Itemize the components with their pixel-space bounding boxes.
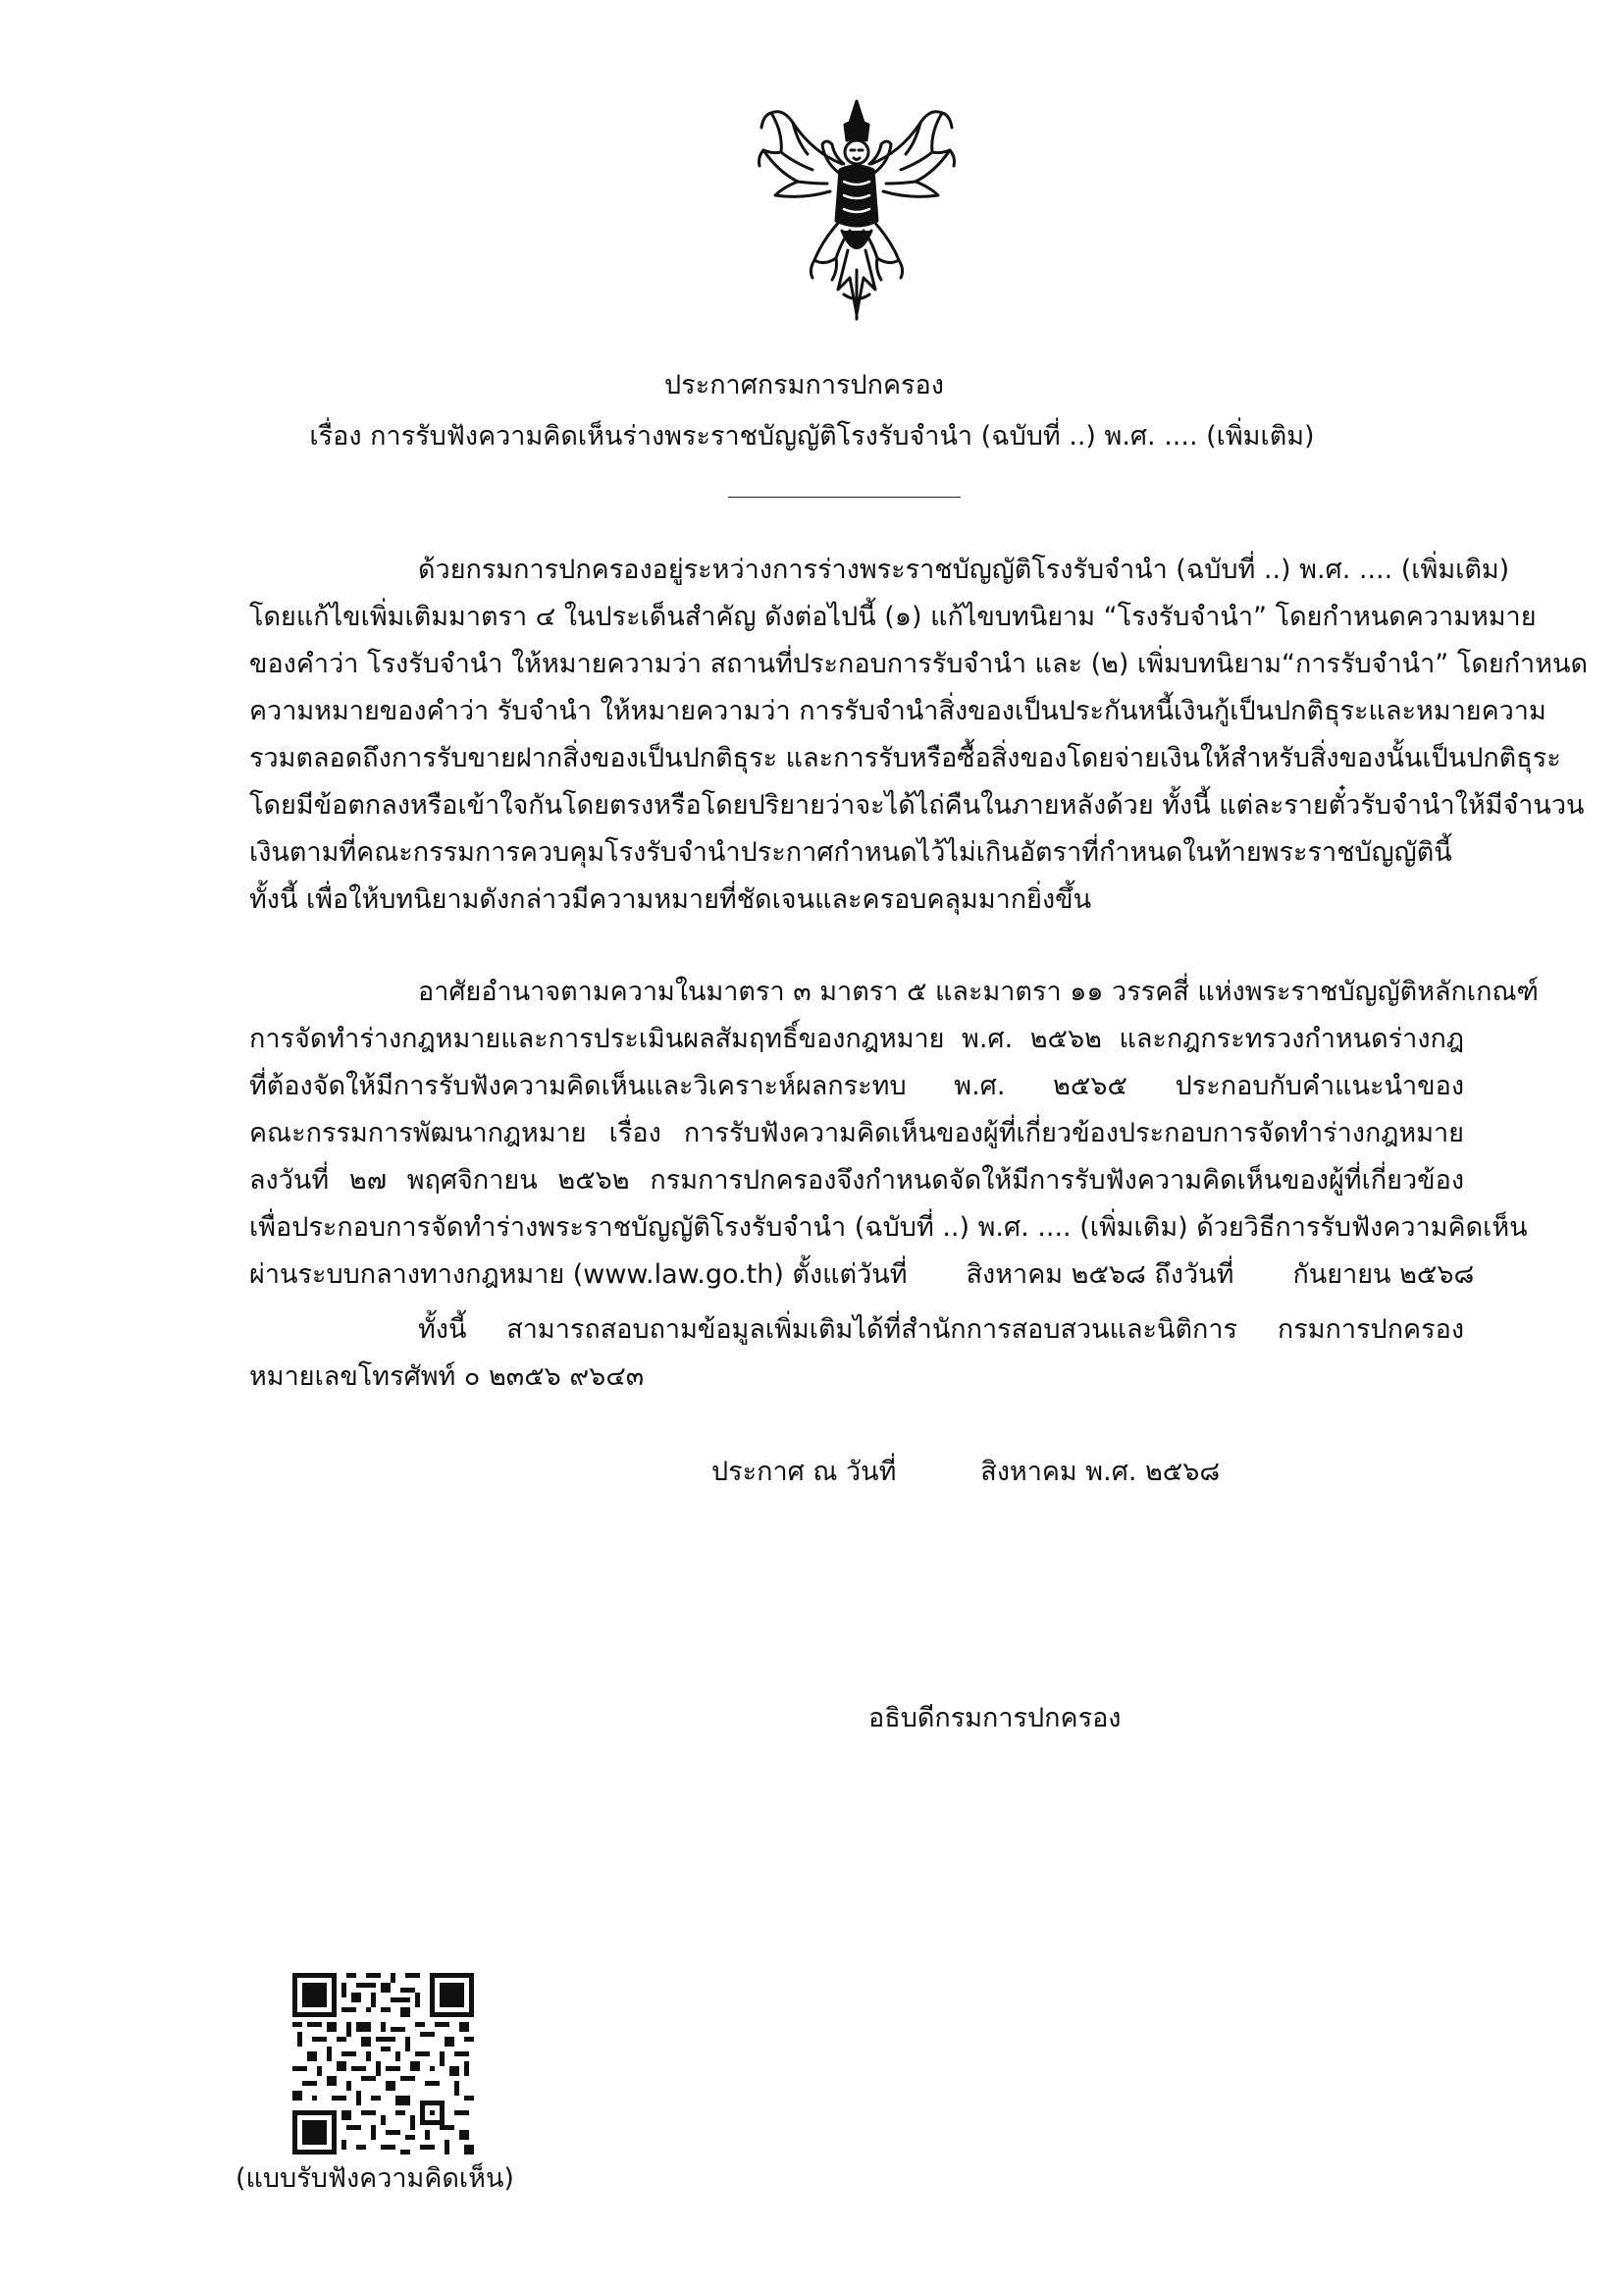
paragraph-line: รวมตลอดถึงการรับขายฝากสิ่งของเป็นปกติธุระ และการรับหรือซื้อสิ่งของโดยจ่ายเงินให้สำหรับสิ่งของนั้นเป็นปกติธุระ	[249, 743, 1561, 773]
paragraph-line: ด้วยกรมการปกครองอยู่ระหว่างการร่างพระราชบัญญัติโรงรับจำนำ (ฉบับที่ ..) พ.ศ. .... (เพิ่มเติม)	[418, 555, 1510, 585]
announcement-date: ประกาศ ณ วันที่ สิงหาคม พ.ศ. ๒๕๖๘	[711, 1457, 1221, 1487]
body-paragraph-1	[249, 547, 1589, 924]
body-paragraph-3	[249, 1306, 1464, 1401]
paragraph-line: ผ่านระบบกลางทางกฎหมาย (www.law.go.th) ตั้งแต่วันที่ สิงหาคม ๒๕๖๘ ถึงวันที่ กันยายน ๒๕๖๘	[249, 1259, 1475, 1290]
paragraph-line: ของคำว่า โรงรับจำนำ ให้หมายความว่า สถานที่ประกอบการรับจำนำ และ (๒) เพิ่มบทนิยาม“การรับจำนำ” โดยกำหนด	[249, 649, 1589, 679]
paragraph-line: หมายเลขโทรศัพท์ ๐ ๒๓๕๖ ๙๖๔๓	[249, 1361, 645, 1392]
qr-code-icon[interactable]	[292, 1973, 474, 2155]
title-divider	[728, 497, 961, 498]
paragraph-line: ทั้งนี้ สามารถสอบถามข้อมูลเพิ่มเติมได้ที่สำนักการสอบสวนและนิติการ กรมการปกครอง	[418, 1314, 1464, 1345]
signatory-title: อธิบดีกรมการปกครอง	[868, 1703, 1122, 1733]
paragraph-line: อาศัยอำนาจตามความในมาตรา ๓ มาตรา ๕ และมาตรา ๑๑ วรรคสี่ แห่งพระราชบัญญัติหลักเกณฑ์	[418, 977, 1539, 1007]
announcement-title: ประกาศกรมการปกครอง	[664, 370, 944, 400]
paragraph-line: เพื่อประกอบการจัดทำร่างพระราชบัญญัติโรงรับจำนำ (ฉบับที่ ..) พ.ศ. .... (เพิ่มเติม) ด้วยวิธีการรับฟังความคิดเห็น	[249, 1212, 1528, 1243]
paragraph-line: ทั้งนี้ เพื่อให้บทนิยามดังกล่าวมีความหมายที่ชัดเจนและครอบคลุมมากยิ่งขึ้น	[249, 884, 1092, 915]
body-paragraph-2	[249, 969, 1539, 1299]
paragraph-line: โดยมีข้อตกลงหรือเข้าใจกันโดยตรงหรือโดยปริยายว่าจะได้ไถ่คืนในภายหลังด้วย ทั้งนี้ แต่ละรายตั๋วรับจำนำให้มีจำนวน	[249, 790, 1585, 821]
paragraph-line: คณะกรรมการพัฒนากฎหมาย เรื่อง การรับฟังความคิดเห็นของผู้ที่เกี่ยวข้องประกอบการจัดทำร่างกฎหมาย	[249, 1118, 1464, 1148]
paragraph-line: ความหมายของคำว่า รับจำนำ ให้หมายความว่า การรับจำนำสิ่งของเป็นประกันหนี้เงินกู้เป็นปกติธุระและหมายความ	[249, 696, 1546, 726]
paragraph-line: เงินตามที่คณะกรรมการควบคุมโรงรับจำนำประกาศกำหนดไว้ไม่เกินอัตราที่กำหนดในท้ายพระราชบัญญัตินี้	[249, 837, 1452, 868]
paragraph-line: โดยแก้ไขเพิ่มเติมมาตรา ๔ ในประเด็นสำคัญ ดังต่อไปนี้ (๑) แก้ไขบทนิยาม “โรงรับจำนำ” โดยกำหนดความหมาย	[249, 602, 1537, 632]
announcement-subject: เรื่อง การรับฟังความคิดเห็นร่างพระราชบัญญัติโรงรับจำนำ (ฉบับที่ ..) พ.ศ. .... (เพิ่มเติม)	[309, 421, 1315, 452]
qr-code-caption: (แบบรับฟังความคิดเห็น)	[236, 2163, 514, 2194]
paragraph-line: ลงวันที่ ๒๗ พฤศจิกายน ๒๕๖๒ กรมการปกครองจึงกำหนดจัดให้มีการรับฟังความคิดเห็นของผู้ที่เกี่ยวข้อง	[249, 1165, 1464, 1196]
paragraph-line: ที่ต้องจัดให้มีการรับฟังความคิดเห็นและวิเคราะห์ผลกระทบ พ.ศ. ๒๕๖๕ ประกอบกับคำแนะนำของ	[249, 1071, 1464, 1101]
garuda-emblem-icon	[754, 93, 960, 334]
paragraph-line: การจัดทำร่างกฎหมายและการประเมินผลสัมฤทธิ์ของกฎหมาย พ.ศ. ๒๕๖๒ และกฎกระทรวงกำหนดร่างกฎ	[249, 1024, 1464, 1054]
